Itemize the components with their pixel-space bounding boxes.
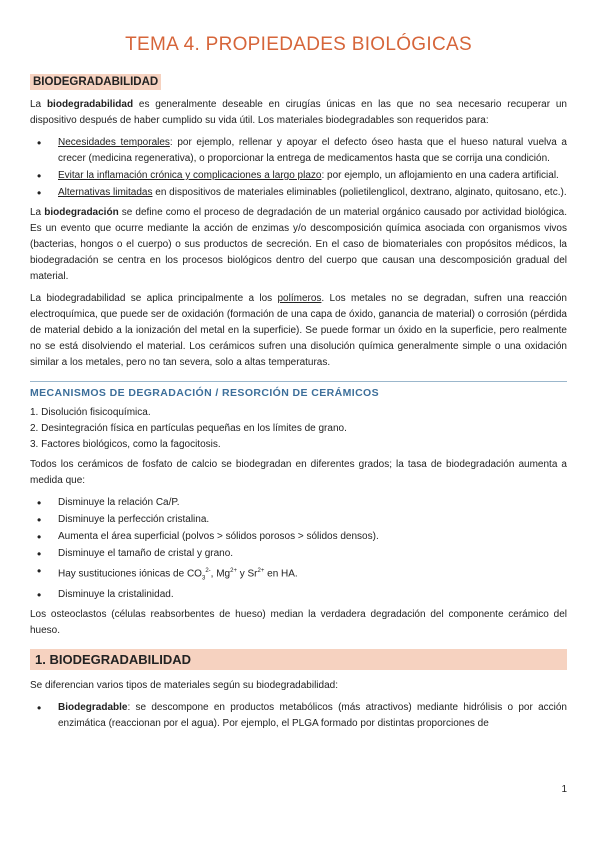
list-item: • Disminuye el tamaño de cristal y grano. [30, 546, 567, 562]
page-title: TEMA 4. PROPIEDADES BIOLÓGICAS [125, 34, 472, 55]
list-item: • Alternativas limitadas en dispositivos de materiales eliminables (polietilenglicol, dextrano, alginato, quitosano, etc.). [30, 185, 567, 201]
list-item: • Disminuye la cristalinidad. [30, 587, 567, 603]
list-item: • Aumenta el área superficial (polvos > sólidos porosos > sólidos densos). [30, 529, 567, 545]
requirements-list [30, 135, 567, 201]
definition-paragraph: La biodegradación se define como el proceso de degradación de un material orgánico causado por actividad biológica. Es un evento que ocurre mediante la acción de enzimas y/o descomposición química asociada con organismos vivos (bacterias, hongos o el cuerpo) o sus productos de secreción. En el caso de biomateriales con propósitos médicos, la biodegradación se centra en los procesos biológicos dentro del cuerpo que causan una descomposición gradual del material. [30, 207, 567, 282]
document-page [30, 30, 567, 736]
list-item: • Evitar la inflamación crónica y complicaciones a largo plazo: por ejemplo, un aflojamiento en una cadera artificial. [30, 168, 567, 184]
list-item: 1. Disolución fisicoquímica. [30, 407, 151, 418]
list-item: 2. Desintegración física en partículas pequeñas en los límites de grano. [30, 423, 347, 434]
intro-paragraph: La biodegradabilidad es generalmente deseable en cirugías únicas en las que no sea necesario recuperar un dispositivo después de haber cumplido su vida útil. Los materiales biodegradables son requeridos para: [30, 99, 567, 126]
polymers-paragraph: La biodegradabilidad se aplica principalmente a los polímeros. Los metales no se degradan, sufren una reacción electroquímica, que puede ser de oxidación (formación de una capa de óxido, ganancia de material) o corrosión (pérdida de material debido a la ionización del metal en la superficie). Se puede formar un óxido en la superficie, pero realmente no se está disolviendo el material. Los cerámicos sufren una disolución química generalmente simple o una oxidación similar a los metales, pero no tan severa, solo a altas temperaturas. [30, 293, 567, 368]
types-list [30, 700, 567, 732]
list-item: • Disminuye la relación Ca/P. [30, 495, 567, 511]
calcium-phosphate-paragraph: Todos los cerámicos de fosfato de calcio se biodegradan en diferentes grados; la tasa de biodegradación aumenta a medida que: [30, 459, 567, 486]
section-heading-biodegradabilidad: BIODEGRADABILIDAD [30, 74, 161, 90]
mechanisms-subheading: MECANISMOS DE DEGRADACIÓN / RESORCIÓN DE CERÁMICOS [30, 381, 567, 399]
list-item: • Biodegradable: se descompone en productos metabólicos (más atractivos) mediante hidrólisis o por acción enzimática (reaccionan por el agua). Por ejemplo, el PLGA formado por distintas proporciones de [30, 700, 567, 732]
rate-factors-list [30, 495, 567, 603]
list-item: 3. Factores biológicos, como la fagocitosis. [30, 439, 221, 450]
osteoclasts-paragraph: Los osteoclastos (células reabsorbentes de hueso) median la verdadera degradación del componente cerámico del hueso. [30, 609, 567, 637]
list-item: • Necesidades temporales: por ejemplo, rellenar y apoyar el defecto óseo hasta que el hueso natural vuelva a crecer (medicina regenerativa), o proporcionar la entrega de medicamentos hasta que se corrija una condición. [30, 135, 567, 167]
list-item: • Hay sustituciones iónicas de $CO_3^{2-}$, $Mg^{2+}$ y $Sr^{2+}$ en HA. [30, 563, 567, 586]
page-number: 1 [561, 784, 567, 795]
mechanisms-list [30, 405, 567, 453]
list-item: • Disminuye la perfección cristalina. [30, 512, 567, 528]
types-intro: Se diferencian varios tipos de materiales según su biodegradabilidad: [30, 680, 338, 692]
section-heading-1-biodegradabilidad: 1. BIODEGRADABILIDAD [30, 649, 567, 670]
